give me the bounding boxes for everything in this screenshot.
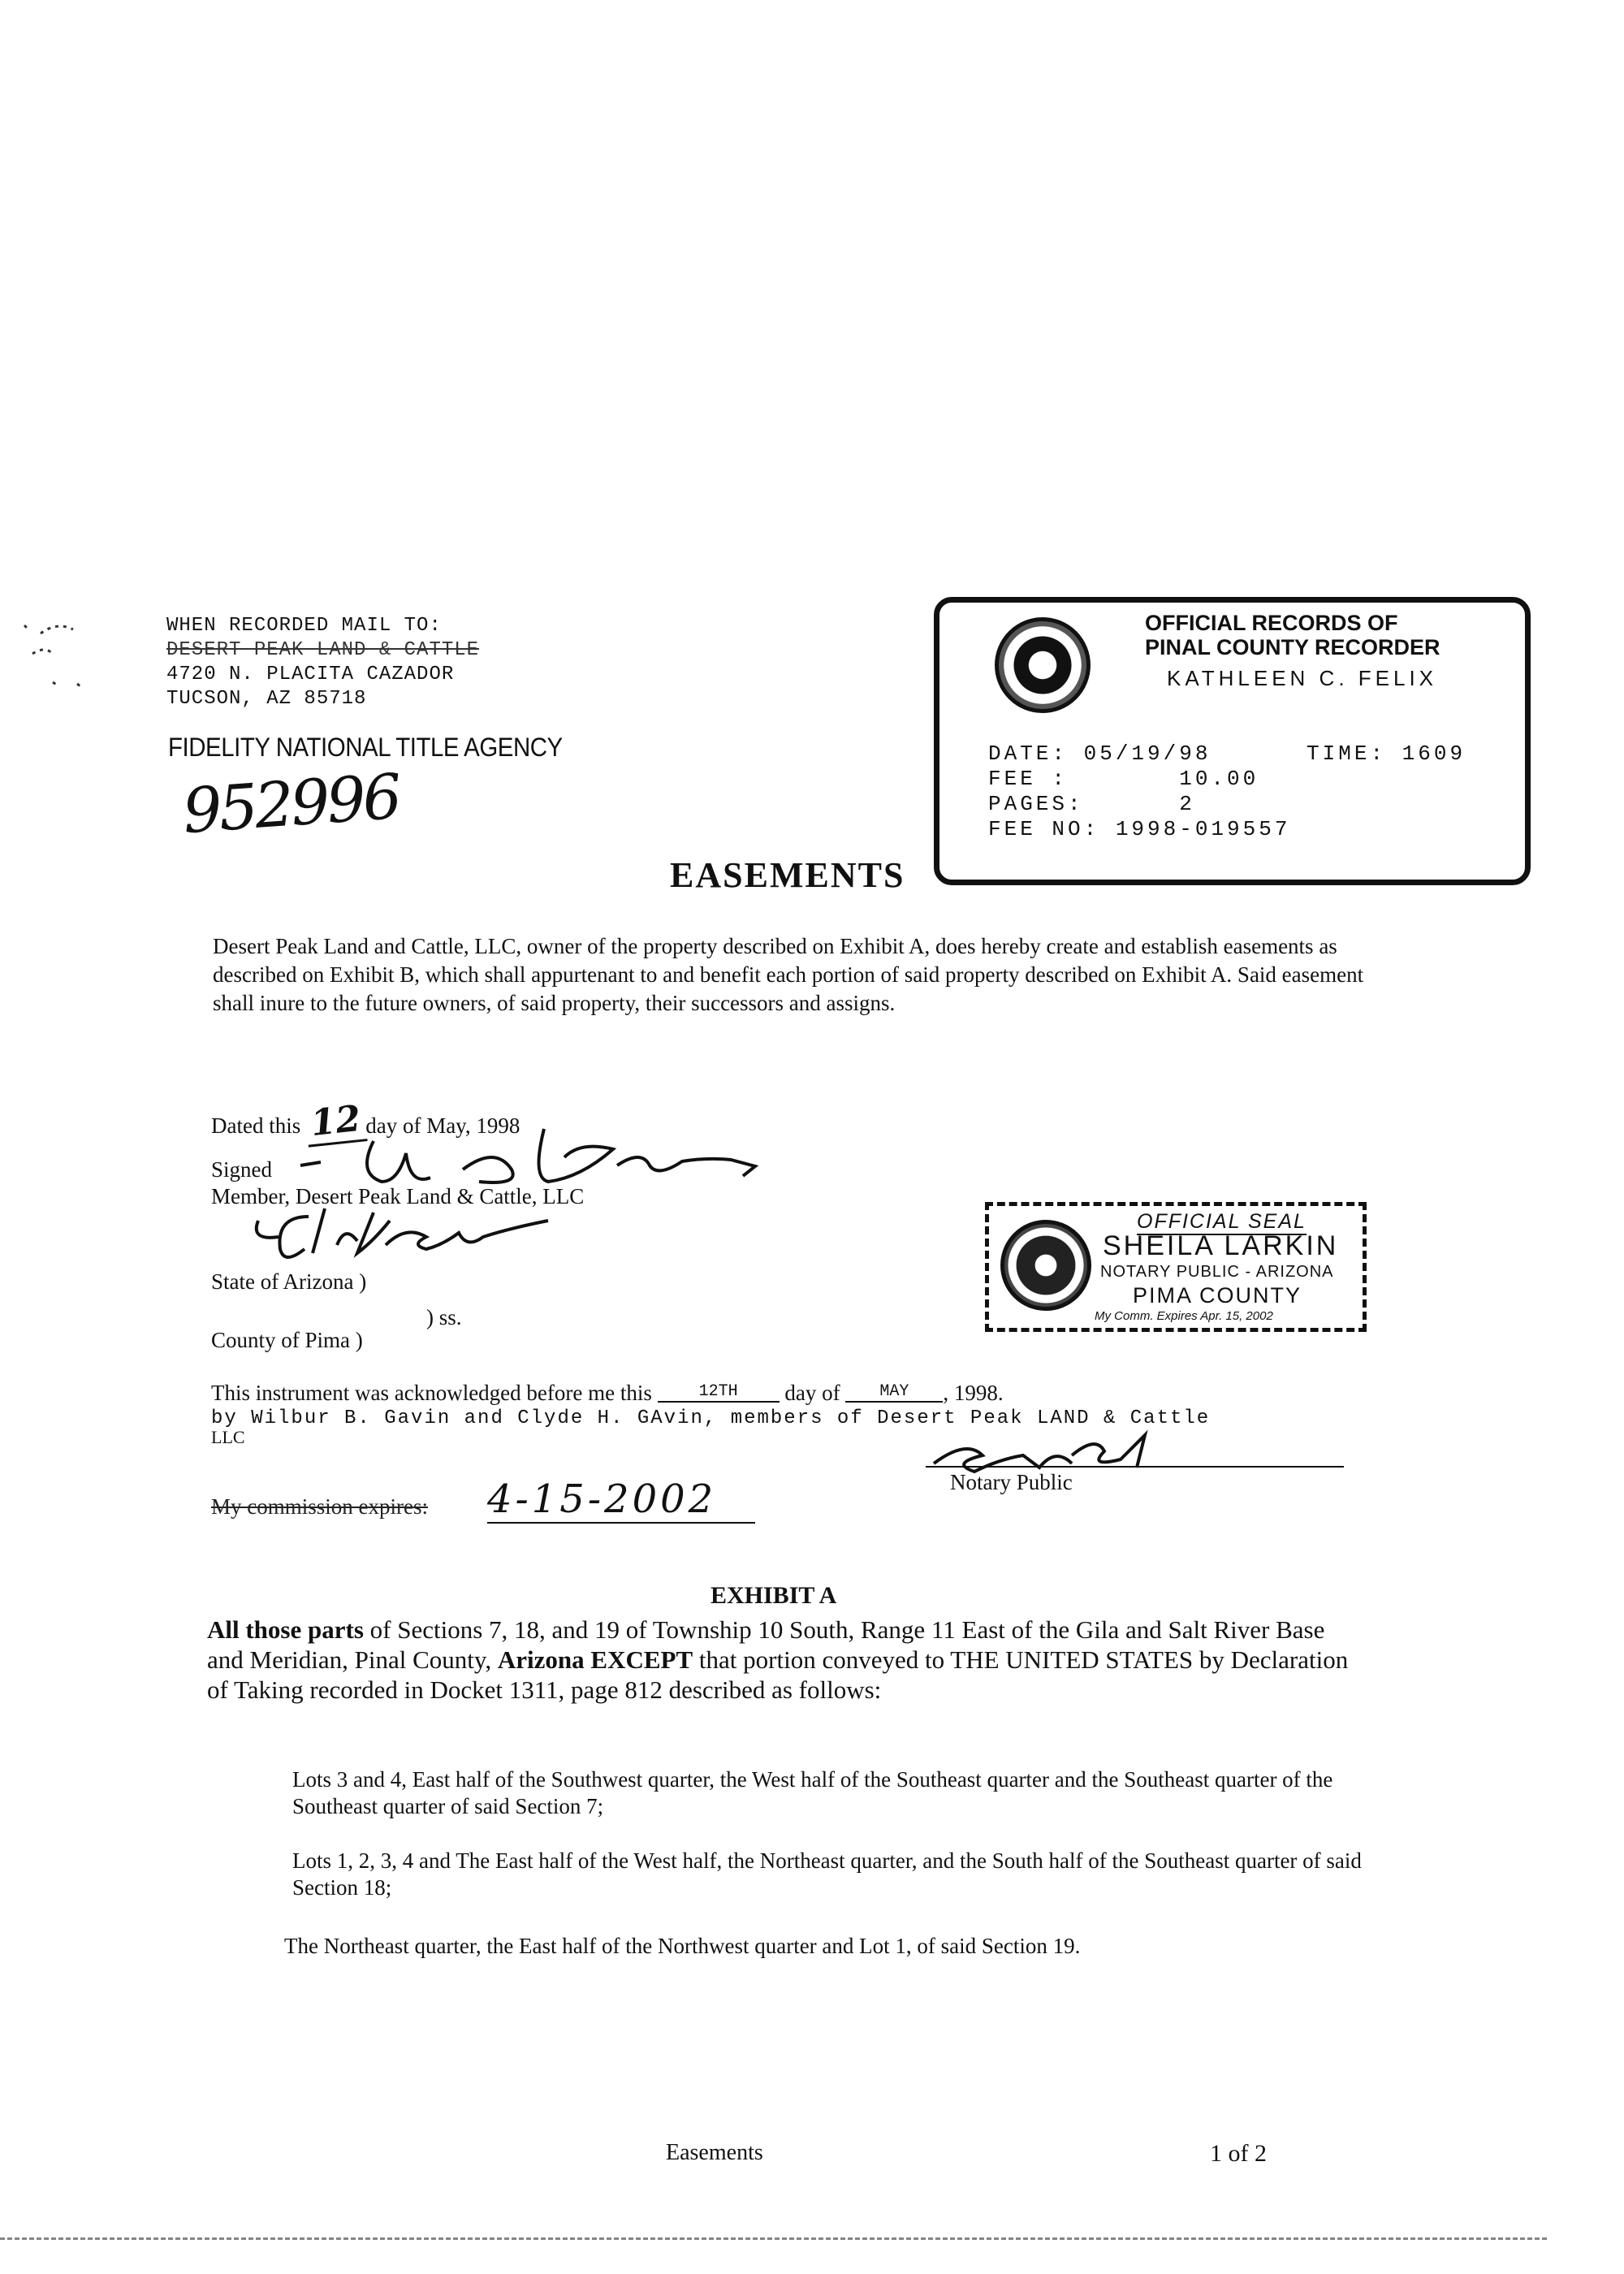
footer-page-number: 1 of 2 <box>1210 2140 1267 2167</box>
recorder-fee-number: FEE NO: 1998-019557 <box>988 817 1291 841</box>
notary-public-label: Notary Public <box>950 1470 1073 1494</box>
county-line: County of Pima ) <box>211 1328 363 1352</box>
mail-to-name: DESERT PEAK LAND & CATTLE <box>166 639 480 661</box>
recorder-fee: FEE : 10.00 <box>988 767 1259 791</box>
recorder-title-line2: PINAL COUNTY RECORDER <box>1145 635 1440 659</box>
recorder-title-line1: OFFICIAL RECORDS OF <box>1145 611 1398 635</box>
margin-marks <box>8 617 122 715</box>
lots-section-7: Lots 3 and 4, East half of the Southwest quarter, the West half of the Southeast quarter and the Southeast quarter of the Southeast quarter of said Section 7; <box>292 1767 1333 1818</box>
signed-label: Signed <box>211 1157 273 1182</box>
lots-section-19: The Northeast quarter, the East half of the Northwest quarter and Lot 1, of said Section 19. <box>284 1934 1081 1958</box>
exhibit-body-3: that portion conveyed to THE UNITED STATES by Declaration of Taking recorded in Docket 1311, page 812 described as follows: <box>207 1645 1349 1704</box>
exhibit-except: Arizona EXCEPT <box>497 1645 693 1674</box>
dated-suffix: day of May, 1998 <box>365 1113 520 1138</box>
dated-prefix: Dated this <box>211 1113 301 1138</box>
intro-paragraph: Desert Peak Land and Cattle, LLC, owner of the property described on Exhibit A, does hereby create and establish easements as described on Exhibit B, which shall appurtenant to and benefit each portion of said property described on Exhibit A. Said easement shall inure to the future owners, of said property, their successors and assigns. <box>213 934 1364 1015</box>
lots-section-18: Lots 1, 2, 3, 4 and The East half of the West half, the Northeast quarter, and the South half of the Southeast quarter of said Section 18; <box>292 1848 1362 1900</box>
handwritten-order-number: 952996 <box>180 759 401 848</box>
recorder-name: KATHLEEN C. FELIX <box>1167 666 1438 690</box>
exhibit-a-body <box>207 1615 1360 1705</box>
member-line: Member, Desert Peak Land & Cattle, LLC <box>211 1184 585 1208</box>
notary-seal-county: PIMA COUNTY <box>1133 1283 1302 1308</box>
exhibit-a-title: EXHIBIT A <box>710 1582 837 1609</box>
footer-title: Easements <box>666 2140 763 2165</box>
mailing-address-block <box>166 614 479 711</box>
ack-prefix: This instrument was acknowledged before me this <box>211 1381 652 1405</box>
notary-seal-heading: OFFICIAL SEAL <box>1137 1210 1307 1235</box>
county-seal-icon <box>995 617 1091 713</box>
mail-to-city: TUCSON, AZ 85718 <box>166 688 367 710</box>
ack-year: , 1998. <box>943 1381 1004 1405</box>
ack-mid: day of <box>784 1381 840 1405</box>
recorder-title <box>1145 611 1440 659</box>
title-agency-stamp: FIDELITY NATIONAL TITLE AGENCY <box>168 733 563 762</box>
mail-to-street: 4720 N. PLACITA CAZADOR <box>166 664 455 685</box>
signature-clyde-gavin <box>244 1200 601 1278</box>
commission-expires-label <box>211 1494 428 1520</box>
exhibit-body-1: of Sections 7, 18, and 19 of Township 10 South, Range 11 East of the Gila and Salt River Base and Meridian, Pinal County, <box>207 1615 1325 1674</box>
state-line: State of Arizona ) <box>211 1269 367 1294</box>
recorder-pages: PAGES: 2 <box>988 792 1195 816</box>
exhibit-lead: All those parts <box>207 1615 364 1644</box>
scan-edge-noise <box>0 2237 1547 2246</box>
ack-month: MAY <box>845 1382 943 1403</box>
dated-day-handwritten: 12 <box>304 1097 367 1147</box>
commission-label-text: My commission expires: <box>211 1494 428 1519</box>
mail-to-heading: WHEN RECORDED MAIL TO: <box>166 615 442 637</box>
ss-line: ) ss. <box>426 1305 462 1329</box>
commission-expires-date: 4-15-2002 <box>487 1476 755 1524</box>
recorder-fields <box>988 741 1466 842</box>
state-seal-icon <box>1000 1220 1091 1311</box>
ack-day: 12TH <box>658 1382 780 1403</box>
acknowledged-by-line: by Wilbur B. Gavin and Clyde H. GAvin, members of Desert Peak LAND & Cattle <box>211 1407 1211 1429</box>
llc-line: LLC <box>211 1427 245 1447</box>
recorder-date-time: DATE: 05/19/98 TIME: 1609 <box>988 741 1466 766</box>
notary-seal-expiry: My Comm. Expires Apr. 15, 2002 <box>1095 1309 1273 1323</box>
notary-seal-name: SHEILA LARKIN <box>1103 1230 1339 1261</box>
document-title: EASEMENTS <box>670 855 905 895</box>
notary-signature-line <box>926 1466 1344 1468</box>
notary-seal-title: NOTARY PUBLIC - ARIZONA <box>1100 1263 1334 1281</box>
acknowledgement-line <box>211 1381 1004 1406</box>
